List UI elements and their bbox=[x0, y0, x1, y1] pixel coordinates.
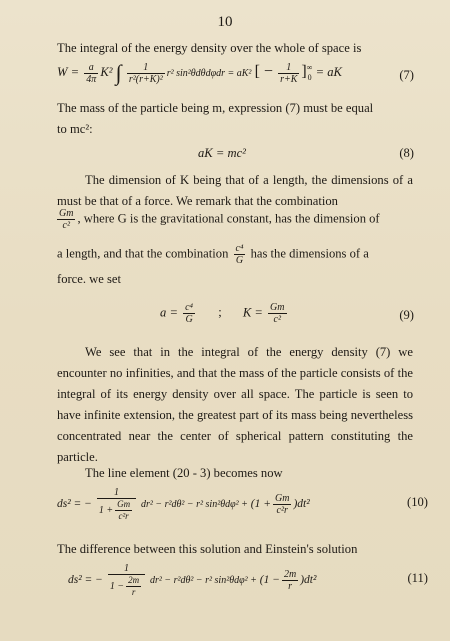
eq11-den-den: r bbox=[131, 587, 136, 597]
eq11-paren-a: (1 − bbox=[259, 574, 280, 587]
eq7-frac-den: r²(r+K)² bbox=[128, 73, 163, 85]
paragraph-dimensions-line5: force. we set bbox=[57, 272, 121, 286]
eq10-paren-b: )dt² bbox=[293, 498, 310, 511]
eq7-integral-sign: ∫ bbox=[115, 60, 122, 85]
eq7-k2: K² bbox=[100, 64, 113, 79]
eq10-den-fraction bbox=[115, 499, 132, 522]
p3-frac-num: Gm bbox=[59, 208, 74, 219]
eq7-coef-num: a bbox=[84, 62, 98, 74]
p3-line3-text: , where G is the gravitational constant, has the dimension of bbox=[77, 211, 380, 226]
eq7-result: = aK bbox=[315, 64, 342, 79]
p2-line-b: to mc²: bbox=[57, 122, 93, 136]
eq11-lhs: ds² = − bbox=[68, 574, 103, 587]
eq8-number: (8) bbox=[399, 146, 414, 160]
p3-line4-b: has the dimensions of a bbox=[250, 246, 369, 261]
eq7-bracket-close: ] bbox=[301, 62, 307, 80]
eq11-den-num: 2m bbox=[128, 575, 140, 585]
eq10-number: (10) bbox=[407, 495, 428, 509]
eq7-bracket-fraction bbox=[278, 62, 299, 85]
eq7-frac-num: 1 bbox=[127, 62, 165, 74]
paragraph-dimensions: The dimension of K being that of a length, the dimensions of a must be that of a force. We remark that the combination bbox=[57, 173, 413, 208]
page-number: 10 bbox=[217, 14, 233, 30]
eq10-den-a: 1 + bbox=[98, 504, 114, 516]
c4-over-g-fraction bbox=[234, 243, 246, 266]
paragraph-energy-integral-intro: The integral of the energy density over the whole of space is bbox=[57, 41, 362, 55]
eq9-a-den: G bbox=[185, 314, 193, 325]
eq10-paren-fraction bbox=[273, 493, 291, 516]
eq7-frac2-den: r+K bbox=[280, 73, 298, 85]
eq11-num: 1 bbox=[108, 563, 145, 575]
p3-frac2-num: c⁴ bbox=[235, 243, 244, 254]
eq11-paren-b: )dt² bbox=[300, 574, 317, 587]
p3-line4-a: a length, and that the combination bbox=[57, 246, 229, 261]
paragraph-mass bbox=[57, 98, 413, 140]
eq11-paren-num: 2m bbox=[283, 569, 297, 580]
paragraph-dimensions-line4 bbox=[57, 243, 369, 266]
eq7-coef-den: 4π bbox=[86, 73, 97, 85]
equation-11 bbox=[68, 563, 316, 598]
eq7-lower-limit: 0 bbox=[307, 73, 312, 82]
eq7-rest: r² sin²θdθdφdr = aK² bbox=[166, 67, 252, 79]
eq9-a-num: c⁴ bbox=[185, 302, 194, 313]
eq10-paren-den: c²r bbox=[276, 505, 288, 516]
eq11-rest: dr² − r²dθ² − r² sin²θdφ² + bbox=[149, 575, 257, 587]
paragraph-line-element: The line element (20 - 3) becomes now bbox=[85, 466, 283, 480]
paragraph-dimensions-line3 bbox=[57, 208, 380, 231]
eq9-number: (9) bbox=[399, 308, 414, 322]
eq7-bracket-open: [ − bbox=[254, 62, 273, 80]
eq11-den-fraction bbox=[126, 575, 141, 598]
eq11-number: (11) bbox=[407, 571, 428, 585]
eq11-den bbox=[108, 575, 145, 598]
equation-10 bbox=[57, 487, 310, 522]
eq7-coefficient-fraction bbox=[84, 62, 98, 85]
eq11-den-a: 1 − bbox=[109, 580, 125, 592]
eq7-lhs: W = bbox=[57, 64, 80, 79]
equation-8: aK = mc² bbox=[198, 146, 246, 160]
eq10-lhs: ds² = − bbox=[57, 498, 92, 511]
eq9-a-lhs: a = bbox=[160, 305, 178, 320]
eq9-k-num: Gm bbox=[270, 302, 285, 313]
eq10-den-num: Gm bbox=[117, 499, 131, 509]
eq10-den-den: c²r bbox=[118, 511, 129, 521]
p3-frac-den: c² bbox=[62, 220, 70, 231]
paragraph-infinities: We see that in the integral of the energy density (7) we encounter no infinities, and that the mass of the particle consists of the integral of its energy density over all space. The particle is seen to have infinite extension, the greatest part of its mass being nevertheless concentrated near the center of spherical pattern constituting the particle. bbox=[57, 345, 413, 464]
eq9-separator: ; bbox=[218, 305, 222, 320]
gm-over-c2-fraction bbox=[57, 208, 75, 231]
eq7-limits bbox=[307, 63, 313, 83]
eq7-integrand-fraction bbox=[127, 62, 165, 85]
equation-7 bbox=[57, 60, 342, 86]
eq10-den bbox=[97, 499, 136, 522]
eq9-a-fraction bbox=[183, 302, 195, 325]
p2-line-a: The mass of the particle being m, expression (7) must be equal bbox=[57, 101, 374, 115]
eq7-frac2-num: 1 bbox=[278, 62, 299, 74]
eq7-number: (7) bbox=[399, 68, 414, 82]
eq11-paren-fraction bbox=[282, 569, 298, 592]
eq11-paren-den: r bbox=[288, 581, 293, 592]
eq11-main-fraction bbox=[108, 563, 145, 598]
eq9-k-lhs: K = bbox=[242, 305, 263, 320]
paragraph-difference: The difference between this solution and Einstein's solution bbox=[57, 542, 358, 556]
eq9-k-fraction bbox=[268, 302, 286, 325]
eq10-rest: dr² − r²dθ² − r² sin²θdφ² + bbox=[140, 499, 248, 511]
eq10-paren-a: (1 + bbox=[250, 498, 271, 511]
p3-frac2-den: G bbox=[235, 255, 244, 266]
eq10-main-fraction bbox=[97, 487, 136, 522]
eq10-paren-num: Gm bbox=[274, 493, 290, 504]
eq9-k-den: c² bbox=[273, 314, 281, 325]
eq10-num: 1 bbox=[97, 487, 136, 499]
equation-9 bbox=[160, 302, 289, 325]
eq7-upper-limit: ∞ bbox=[306, 63, 313, 72]
